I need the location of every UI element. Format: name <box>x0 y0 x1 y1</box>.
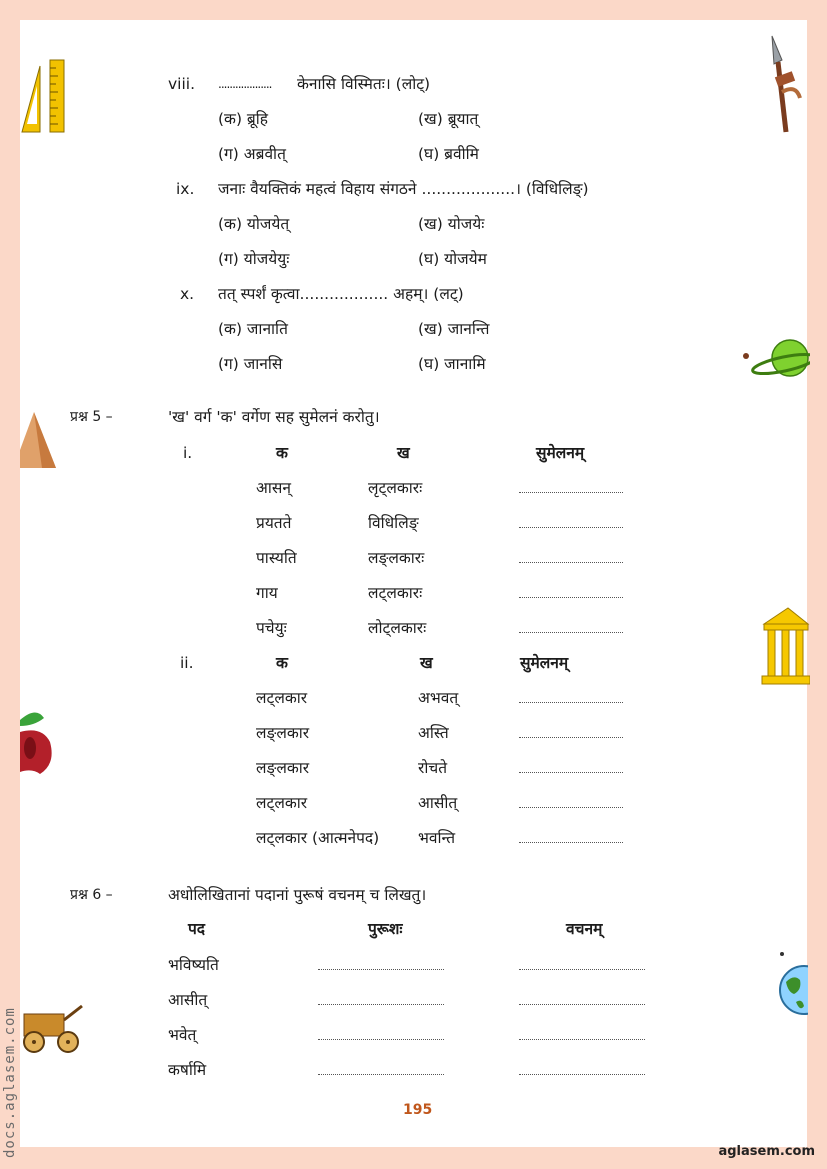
match-item-kh: आसीत् <box>418 794 458 812</box>
answer-blank: ................... <box>218 77 272 91</box>
match-item-k: आसन् <box>256 479 291 497</box>
answer-blank[interactable] <box>519 969 645 970</box>
option: (घ) जानामि <box>418 355 486 373</box>
match-item-kh: लङ्लकारः <box>368 549 425 567</box>
match-item-kh: लृट्लकारः <box>368 479 423 497</box>
answer-blank[interactable] <box>318 969 444 970</box>
globe-icon <box>778 950 808 1020</box>
match-item-k: गाय <box>256 584 278 602</box>
part-number: ii. <box>180 654 194 672</box>
question-text: जनाः वैयक्तिकं महत्वं विहाय संगठने ...................। (विधिलिङ्) <box>218 180 589 198</box>
column-header: वचनम् <box>566 920 603 938</box>
answer-blank[interactable] <box>519 1039 645 1040</box>
match-item-k: लट्लकार (आत्मनेपद) <box>256 829 380 847</box>
column-header: सुमेलनम् <box>520 654 569 672</box>
answer-blank[interactable] <box>519 492 623 493</box>
word-item: कर्षामि <box>168 1061 207 1079</box>
option: (ग) अब्रवीत् <box>218 145 286 163</box>
match-item-kh: रोचते <box>418 759 448 777</box>
spear-icon <box>766 34 806 134</box>
match-item-k: लङ्लकार <box>256 759 310 777</box>
option: (ग) योजयेयुः <box>218 250 290 268</box>
match-item-k: पचेयुः <box>256 619 287 637</box>
answer-blank[interactable] <box>519 772 623 773</box>
column-header: पद <box>188 920 206 938</box>
match-item-kh: अस्ति <box>418 724 449 742</box>
question-text: केनासि विस्मितः। (लोट्) <box>297 75 431 93</box>
question-text: अधोलिखितानां पदानां पुरूषं वचनम् च लिखतु। <box>168 886 427 904</box>
cart-icon <box>20 998 84 1058</box>
answer-blank[interactable] <box>519 527 623 528</box>
match-item-kh: लोट्लकारः <box>368 619 427 637</box>
answer-blank[interactable] <box>318 1004 444 1005</box>
column-header: क <box>276 444 288 462</box>
answer-blank[interactable] <box>519 702 623 703</box>
column-header: पुरूशः <box>368 920 403 938</box>
question-label: प्रश्न 5 – <box>70 409 113 425</box>
option: (घ) योजयेम <box>418 250 487 268</box>
temple-icon <box>760 606 810 686</box>
column-header: ख <box>420 654 433 672</box>
answer-blank[interactable] <box>318 1074 444 1075</box>
answer-blank[interactable] <box>519 562 623 563</box>
answer-blank[interactable] <box>519 1074 645 1075</box>
answer-blank[interactable] <box>519 632 623 633</box>
footer-site-link[interactable]: aglasem.com <box>718 1144 815 1159</box>
column-header: ख <box>397 444 410 462</box>
match-item-k: लट्लकार <box>256 794 308 812</box>
option: (क) योजयेत् <box>218 215 290 233</box>
match-item-k: पास्यति <box>256 549 297 567</box>
word-item: भविष्यति <box>168 956 219 974</box>
planet-icon <box>740 334 810 384</box>
question-label: प्रश्न 6 – <box>70 887 113 903</box>
question-number: viii. <box>168 75 196 93</box>
pyramid-icon <box>20 410 58 470</box>
option: (ख) ब्रूयात् <box>418 110 479 128</box>
answer-blank[interactable] <box>519 1004 645 1005</box>
question-number: x. <box>180 285 195 303</box>
answer-blank[interactable] <box>519 842 623 843</box>
question-text: 'ख' वर्ग 'क' वर्गेण सह सुमेलनं करोतु। <box>168 408 380 426</box>
apple-icon <box>20 706 56 776</box>
question-number: ix. <box>176 180 195 198</box>
answer-blank[interactable] <box>519 737 623 738</box>
column-header: सुमेलनम् <box>536 444 585 462</box>
answer-blank[interactable] <box>519 597 623 598</box>
option: (क) जानाति <box>218 320 288 338</box>
answer-blank[interactable] <box>318 1039 444 1040</box>
option: (ख) योजयेः <box>418 215 485 233</box>
question-text: तत् स्पर्शं कृत्वा.................. अहम्। (लट्) <box>218 285 464 303</box>
option: (क) ब्रूहि <box>218 110 269 128</box>
option: (ख) जानन्ति <box>418 320 490 338</box>
match-item-k: लट्लकार <box>256 689 308 707</box>
match-item-k: प्रयतते <box>256 514 292 532</box>
match-item-kh: अभवत् <box>418 689 459 707</box>
match-item-kh: लट्लकारः <box>368 584 423 602</box>
ruler-icon <box>20 58 68 134</box>
watermark: docs.aglasem.com <box>2 1007 18 1158</box>
column-header: क <box>276 654 288 672</box>
page-number: 195 <box>403 1102 433 1118</box>
word-item: भवेत् <box>168 1026 197 1044</box>
part-number: i. <box>183 444 193 462</box>
match-item-k: लङ्लकार <box>256 724 310 742</box>
option: (ग) जानसि <box>218 355 283 373</box>
option: (घ) ब्रवीमि <box>418 145 479 163</box>
word-item: आसीत् <box>168 991 208 1009</box>
match-item-kh: भवन्ति <box>418 829 456 847</box>
match-item-kh: विधिलिङ् <box>368 514 419 532</box>
answer-blank[interactable] <box>519 807 623 808</box>
